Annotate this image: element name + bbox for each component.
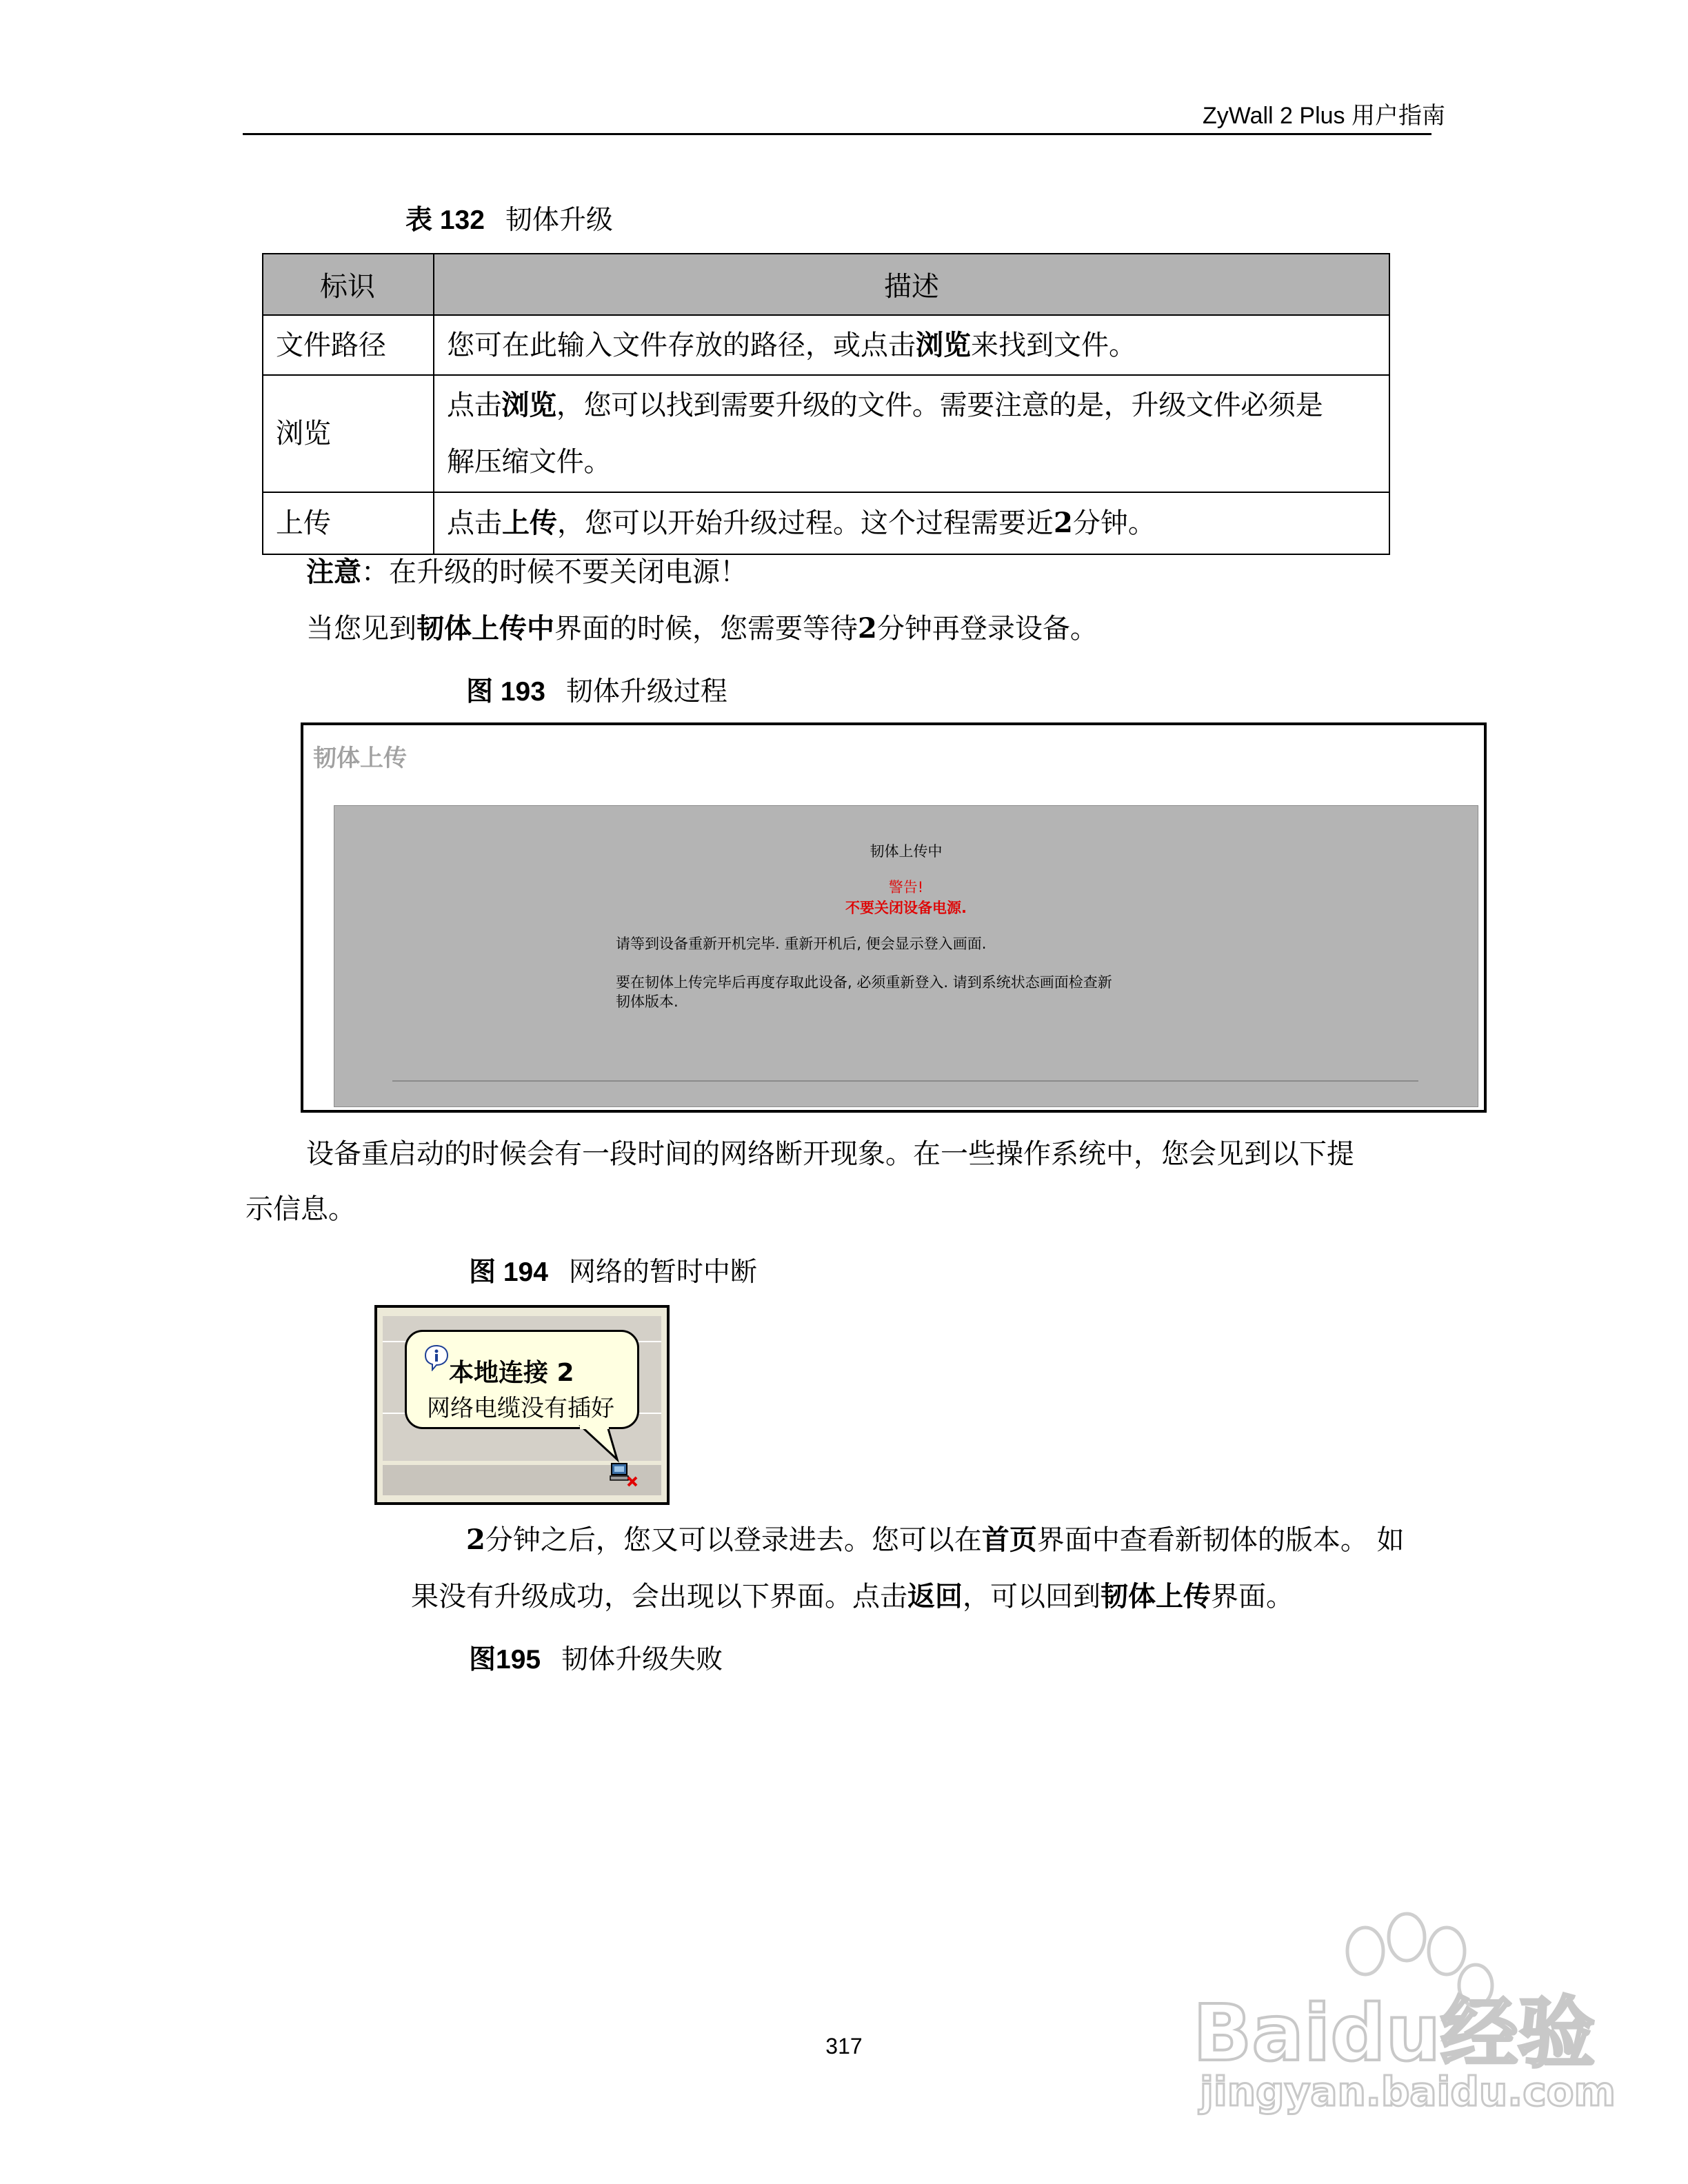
figure-193-caption: 图 193 韧体升级过程 [466, 676, 727, 707]
row-label: 文件路径 [263, 315, 434, 375]
relogin-info-text: 要在韧体上传完毕后再度存取此设备, 必须重新登入. 请到系统状态画面检查新 [616, 974, 1112, 991]
firmware-upload-screenshot [301, 722, 1487, 1113]
watermark-cn: 经验 [1440, 1989, 1596, 2079]
column-header-description: 描述 [434, 254, 1389, 315]
table-caption-text: 韧体升级 [505, 205, 613, 236]
info-icon [423, 1344, 450, 1371]
header-rule [243, 133, 1431, 135]
paragraph-network-disconnect-2: 示信息。 [245, 1193, 356, 1225]
network-disconnect-screenshot [374, 1305, 670, 1505]
page-number: 317 [825, 2034, 863, 2059]
table-row [263, 492, 1389, 554]
panel-divider [392, 1080, 1418, 1082]
upload-status-text: 韧体上传中 [870, 843, 943, 860]
table-caption-number: 表 132 [405, 205, 485, 235]
paragraph-network-disconnect: 设备重启动的时候会有一段时间的网络断开现象。在一些操作系统中，您会见到以下提 [306, 1138, 1354, 1170]
warning-label: 警告! [888, 879, 924, 896]
table-header-row [263, 254, 1389, 315]
column-header-label: 标识 [263, 254, 434, 315]
note-warning: 注意：在升级的时候不要关闭电源！ [306, 556, 747, 588]
table-row [263, 375, 1389, 492]
row-description: 您可在此输入文件存放的路径，或点击浏览来找到文件。 [434, 315, 1389, 375]
description-table [262, 253, 1390, 555]
firmware-upload-title: 韧体上传 [313, 745, 407, 772]
paragraph-after-upgrade: 2分钟之后，您又可以登录进去。您可以在首页界面中查看新韧体的版本。 如 [466, 1524, 1405, 1556]
relogin-info-text-2: 韧体版本. [616, 993, 679, 1010]
balloon-tail [577, 1425, 632, 1466]
table-row [263, 315, 1389, 375]
page-header-title: ZyWall 2 Plus 用户指南 [1202, 103, 1445, 129]
reboot-info-text: 请等到设备重新开机完毕. 重新开机后, 便会显示登入画面. [616, 936, 987, 952]
row-description: 点击上传，您可以开始升级过程。这个过程需要近2分钟。 [434, 492, 1389, 554]
paragraph-upload-wait: 当您见到韧体上传中界面的时候，您需要等待2分钟再登录设备。 [306, 612, 1098, 645]
balloon-message: 网络电缆没有插好 [427, 1395, 614, 1422]
network-disconnected-icon[interactable] [609, 1461, 641, 1488]
table-caption [405, 199, 613, 237]
paragraph-after-upgrade-2: 果没有升级成功，会出现以下界面。点击返回，可以回到韧体上传界面。 [411, 1580, 1294, 1612]
figure-195-caption: 图195 韧体升级失败 [469, 1644, 723, 1675]
figure-194-caption: 图 194 网络的暂时中断 [469, 1257, 757, 1288]
watermark-url: jingyan.baidu.com [1200, 2068, 1616, 2115]
row-description: 点击浏览，您可以找到需要升级的文件。需要注意的是，升级文件必须是 解压缩文件。 [434, 375, 1389, 492]
row-label: 浏览 [263, 375, 434, 492]
firmware-upload-panel [334, 805, 1478, 1107]
warning-text: 不要关闭设备电源. [845, 900, 967, 916]
watermark-brand: Baidu [1193, 1989, 1441, 2079]
row-label: 上传 [263, 492, 434, 554]
balloon-title: 本地连接 2 [449, 1359, 574, 1387]
